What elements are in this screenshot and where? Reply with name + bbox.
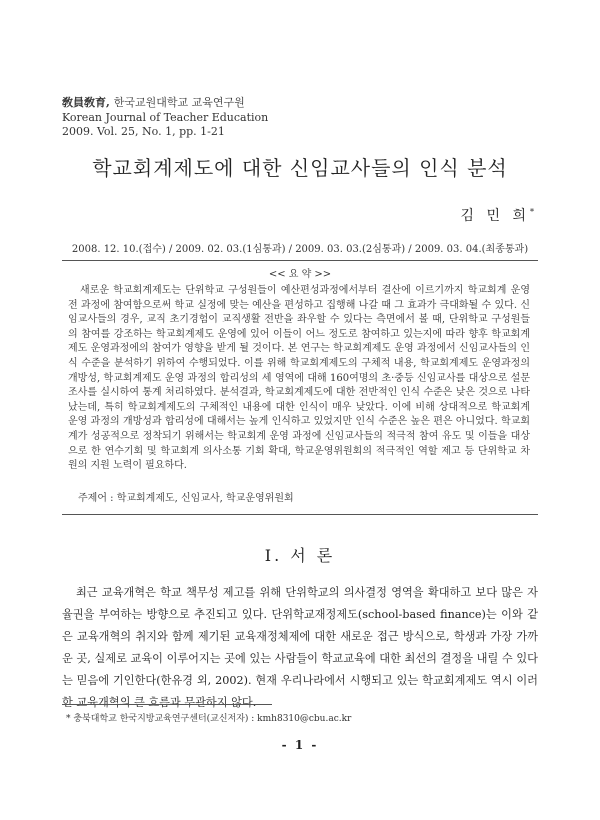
abstract-top-rule: [62, 260, 538, 261]
journal-citation: 2009. Vol. 25, No. 1, pp. 1-21: [62, 125, 225, 138]
abstract-label-text: << 요 약 >>: [263, 269, 337, 280]
author-name: 김 민 희: [460, 208, 530, 224]
abstract-bottom-rule: [62, 514, 538, 515]
author: [461, 205, 534, 225]
journal-english: Korean Journal of Teacher Education: [62, 110, 269, 124]
journal-korean: [62, 96, 268, 111]
body-paragraph: 최근 교육개혁은 학교 책무성 제고를 위해 단위학교의 의사결정 영역을 확대하고 보다 많은 자율권을 부여하는 방향으로 추진되고 있다. 단위학교재정제도(school-based finance)는 이와 같은 교육개혁의 취지와 함께 제기된 교육재정체제에 대한 새로운 접근 방식으로, 학생과 가장 가까운 곳, 실제로 교육이 이루어지는 곳에 있는 사람들이 학교교육에 대한 최선의 결정을 내릴 수 있다는 믿음에 기인한다(한유경 외, 2002). 현재 우리나라에서 시행되고 있는 학교회계제도 역시 이러한 교육개혁의 큰 흐름과 무관하지 않다.: [62, 586, 538, 709]
footnote-rule: [62, 704, 272, 705]
abstract-text: 새로운 학교회계제도는 단위학교 구성원들이 예산편성과정에서부터 결산에 이르기까지 학교회계 운영 전 과정에 참여함으로써 학교 실정에 맞는 예산을 편성하고 집행해 나갈 때 그 효과가 극대화될 수 있다. 신임교사들의 경우, 교직 초기경험이 교직생활 전반을 좌우할 수 있다는 측면에서 볼 때, 단위학교 구성원들의 참여를 강조하는 학교회계제도 운영에 있어 이들이 어느 정도로 참여하고 있는지에 따라 향후 학교회계제도 운영과정에의 참여가 영향을 받게 될 것이다. 본 연구는 학교회계제도 운영 과정에서 신임교사들의 인식 수준을 분석하기 위하여 수행되었다. 이를 위해 학교회계제도의 구체적 내용, 학교회계제도 운영과정의 개방성, 학교회계제도 운영 과정의 합리성의 세 영역에 대해 160여명의 초·중등 신임교사를 대상으로 설문조사를 실시하여 통계 처리하였다. 분석결과, 학교회계제도에 대한 전반적인 인식 수준은 낮은 것으로 나타났는데, 특히 학교회계제도의 구체적인 내용에 대한 인식이 매우 낮았다. 이에 비해 상대적으로 학교회계 운영 과정의 개방성과 합리성에 대해서는 높게 인식하고 있었지만 인식 수준은 높은 편은 아니었다. 학교회계가 성공적으로 정착되기 위해서는 학교회계 운영 과정에 신임교사들의 적극적 참여 유도 및 이들을 대상으로 한 연수기회 및 학교회계 의사소통 기회 확대, 학교운영위원회의 적극적인 역할 제고 등 단위학교 차원의 지원 노력이 필요하다.: [68, 285, 530, 472]
abstract-label: [0, 265, 600, 280]
paper-title: 학교회계제도에 대한 신임교사들의 인식 분석: [92, 156, 508, 180]
section-heading: Ⅰ. 서 론: [264, 546, 336, 565]
author-footnote-mark: *: [530, 207, 534, 217]
page-number: - 1 -: [281, 738, 319, 752]
footnote: * 충북대학교 한국지방교육연구센터(교신저자) : kmh8310@cbu.ac.kr: [66, 714, 352, 724]
review-dates: 2008. 12. 10.(접수) / 2009. 02. 03.(1심통과) / 2009. 03. 03.(2심통과) / 2009. 03. 04.(최종통과): [71, 244, 529, 255]
journal-korean-sub: 한국교원대학교 교육연구원: [113, 96, 245, 109]
keywords: 주제어 : 학교회계제도, 신임교사, 학교운영위원회: [78, 493, 294, 504]
journal-info: [62, 96, 268, 140]
journal-korean-bold: 敎員敎育,: [62, 96, 110, 109]
